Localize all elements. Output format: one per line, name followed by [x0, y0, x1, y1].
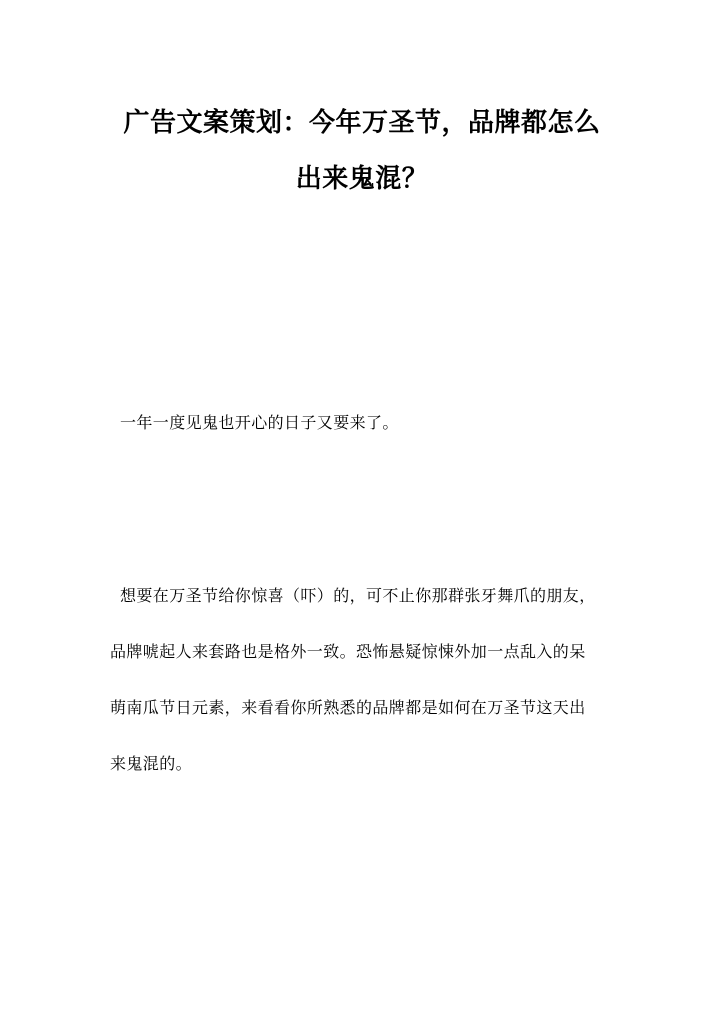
- body-paragraph-line-1: 想要在万圣节给你惊喜（吓）的，可不止你那群张牙舞爪的朋友，: [120, 586, 596, 605]
- body-paragraph-line-3: 萌南瓜节日元素，来看看你所熟悉的品牌都是如何在万圣节这天出: [110, 698, 586, 717]
- intro-paragraph: 一年一度见鬼也开心的日子又要来了。: [120, 413, 399, 432]
- document-title-line-2: 出来鬼混？: [295, 164, 429, 194]
- body-paragraph-line-2: 品牌唬起人来套路也是格外一致。恐怖悬疑惊悚外加一点乱入的呆: [110, 642, 586, 661]
- body-paragraph-line-4: 来鬼混的。: [110, 754, 193, 773]
- document-title-line-1: 广告文案策划：今年万圣节，品牌都怎么: [123, 108, 601, 138]
